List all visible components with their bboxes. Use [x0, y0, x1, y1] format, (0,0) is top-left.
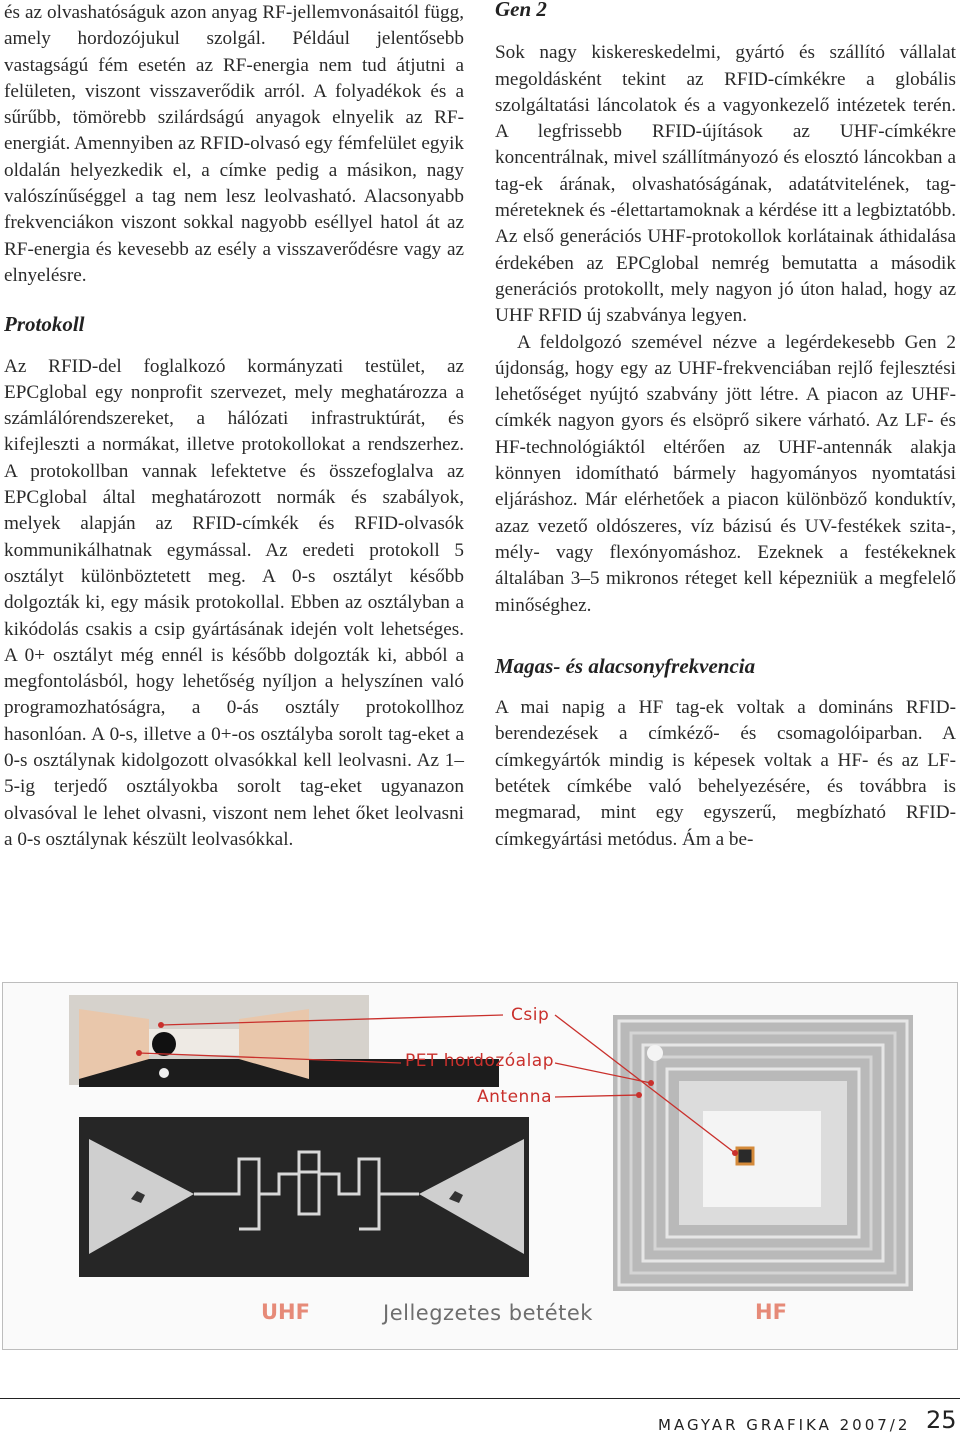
left-paragraph-2: Az RFID-del foglalkozó kormányzati testület, az EPCglobal egy nonprofit szervezet, mely meghatározza a számlálórendszereket, a hálózati infrastruktúrát, és kifejleszti a normákat, illetve protokollokat a rendszerhez. A protokollban vannak lefektetve és összefoglalva az EPCglobal által meghatározott normák és szabályok, melyek alapján az RFID-címkék és RFID-olvasók kommunikálhatnak egymással. Az eredeti protokoll 5 osztályt különböztetett meg. A 0-s osztályt később dolgozták ki, egy másik protokollal. Ebben az osztályban a kikódolás csakis a csip gyártásának idején volt lehetséges. A 0+ osztályt még ennél is később dolgozták ki, abból a megfontolásból, hogy lehetőség nyíljon a helyszínen való programozhatóságra, a 0-ás osztály protokollhoz hasonlóan. A 0-s, illetve a 0+-os osztályba sorolt tag-eket a 0-s osztálynak kidolgozott olvasókkal kell leolvasni. Az 1–5-ig terjedő osztályokba sorolt tag-eket ugyanazon olvasóval le lehet olvasni, viszont nem lehet őket leolvasni a 0-s osztálynak készült leolvasókkal.: [4, 355, 464, 850]
left-column: [4, 0, 464, 853]
label-csip: Csip: [511, 1005, 550, 1025]
label-antenna: Antenna: [477, 1087, 552, 1107]
section-heading-gen2: Gen 2: [495, 0, 547, 21]
uhf-inlay-photo: [9, 989, 529, 1279]
page-number: 25: [926, 1406, 957, 1434]
section-heading-protokoll: Protokoll: [4, 312, 85, 337]
footer-rule: [0, 1398, 960, 1399]
magazine-issue: MAGYAR GRAFIKA 2007/2: [658, 1416, 911, 1434]
label-pet-hordozoalap: PET hordozóalap: [405, 1051, 555, 1071]
rfid-inlay-figure: [2, 982, 958, 1350]
figure-caption: Jellegzetes betétek: [383, 1301, 593, 1325]
section-heading-frekvencia: Magas- és alacsonyfrekvencia: [495, 653, 756, 678]
right-paragraph-2: A feldolgozó szemével nézve a legérdekesebb Gen 2 újdonság, hogy egy az UHF-frekvenciában rejlő fejlesztési lehetőséget nyújtó szabvány jött létre. A piacon az UHF-címkék nagyon gyors és elsöprő sikere várható. Az LF- és HF-technológiáktól eltérően az UHF-antennák alakja könnyen idomítható bármely hagyományos nyomtatási eljáráshoz. Már elérhetőek a piacon különböző konduktív, azaz vezető oldószeres, víz bázisú és UV-festékek szita-, mély- vagy flexónyomáshoz. Ezeknek a festékeknek általában 3–5 mikronos réteget kell képezniük a megfelelő minőséghez.: [495, 331, 956, 616]
hf-inlay-photo: [613, 1015, 913, 1291]
caption-uhf: UHF: [261, 1300, 310, 1324]
left-paragraph-1: és az olvashatóságuk azon anyag RF-jellemvonásaitól függ, amely hordozójukul szolgál. Például jelentősebb vastagságú fém esetén az RF-energia nem tud átjutni a felületen, viszont visszaverődik arról. A folyadékok és a sűrűbb, tömörebb szilárdságú anyagok elnyelik az RF-energiát. Amennyiben az RFID-olvasó egy fémfelület egyik oldalán helyezkedik el, a címke pedig a másikon, nagy valószínűséggel a tag nem lesz leolvasható. Alacsonyabb frekvenciákon viszont sokkal nagyobb eséllyel hatol át az RF-energia és kevesebb az esély a visszaverődésre vagy az elnyelésre.: [4, 2, 464, 286]
right-paragraph-1: Sok nagy kiskereskedelmi, gyártó és szállító vállalat megoldásként tekint az RFID-címkékre a globális szolgáltatási láncolatok és a vagyonkezelő intézetek terén. A legfrissebb RFID-újítások az UHF-címkékre koncentrálnak, mivel szállítmányozó és elosztó láncokban a tag-ek árának, olvashatóságának, adatátvitelének, tag-méreteknek és -élettartamoknak a kérdése itt a legbiztatóbb. Az első generációs UHF-protokollok korlátainak áthidalása érdekében az EPCglobal nemrég bemutatta a második generációs protokollt, mely nagyon jó úton halad, hogy az UHF RFID új szabványa legyen.: [495, 42, 956, 327]
right-column: [495, 0, 956, 853]
caption-hf: HF: [755, 1300, 787, 1324]
right-paragraph-3: A mai napig a HF tag-ek voltak a domináns RFID-berendezések a címkéző- és csomagolóiparban. A címkegyártók mindig is képesek voltak a HF- és az LF-betétek címkébe való behelyezésére, és továbbra is megmarad, mint egy egyszerű, megbízható RFID-címkegyártási metódus. Ám a be-: [495, 697, 956, 850]
